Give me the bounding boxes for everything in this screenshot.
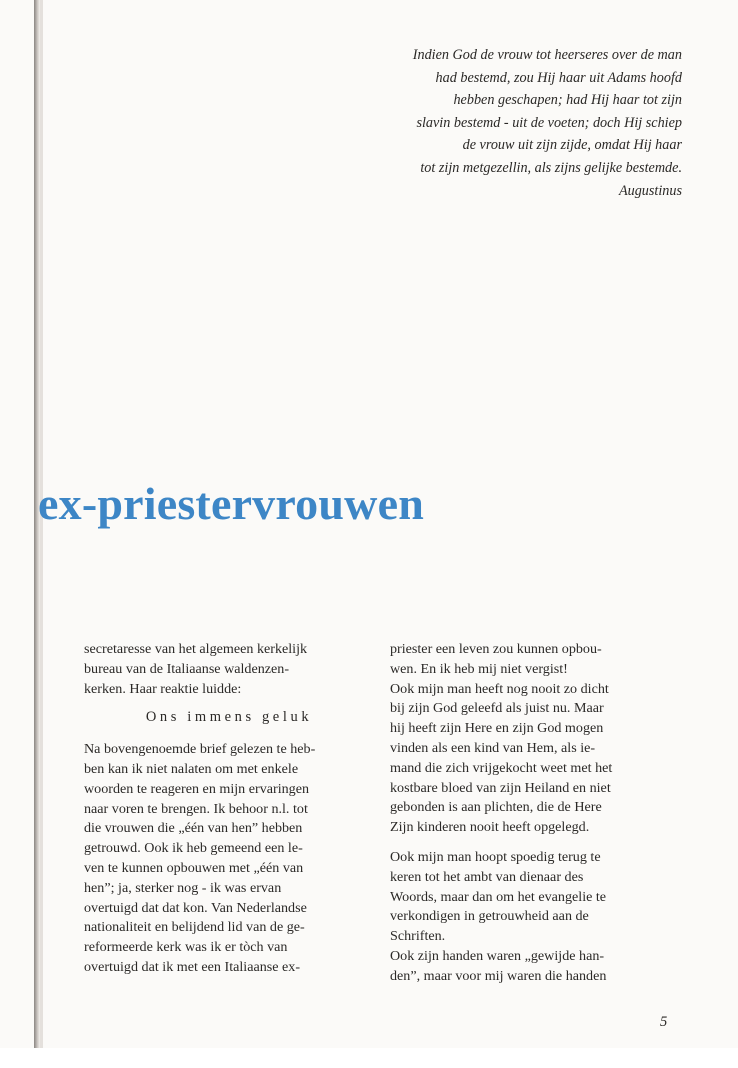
quote-line: had bestemd, zou Hij haar uit Adams hoofd <box>435 69 682 86</box>
text-line: bij zijn God geleefd als juist nu. Maar <box>390 700 604 717</box>
text-column-left <box>84 640 374 978</box>
text-line: ven te kunnen opbouwen met „één van <box>84 859 304 876</box>
text-line: keren tot het ambt van dienaar des <box>390 868 584 885</box>
text-line: den”, maar voor mij waren die handen <box>390 967 607 984</box>
text-column-right <box>390 640 680 987</box>
page-number: 5 <box>660 1014 668 1030</box>
text-line: Ook zijn handen waren „gewijde han- <box>390 947 605 964</box>
text-line: priester een leven zou kunnen opbou- <box>390 641 602 657</box>
text-line: woorden te reageren en mijn ervaringen <box>84 780 310 797</box>
quote-line: tot zijn metgezellin, als zijns gelijke bestemde. <box>420 159 682 176</box>
text-line: mand die zich vrijgekocht weet met het <box>390 759 613 776</box>
text-line: gebonden is aan plichten, die de Here <box>390 799 602 816</box>
text-line: Woords, maar dan om het evangelie te <box>390 888 607 905</box>
page-binding-shadow <box>40 0 43 1068</box>
quote-author: Augustinus <box>618 182 682 199</box>
article-headline: ex-priestervrouwen <box>38 478 424 529</box>
text-line: hen”; ja, sterker nog - ik was ervan <box>84 879 282 896</box>
scan-margin <box>0 1048 738 1068</box>
quote-line: Indien God de vrouw tot heerseres over de man <box>412 47 682 63</box>
text-line: Na bovengenoemde brief gelezen te heb- <box>84 741 316 758</box>
text-line: Schriften. <box>390 928 446 945</box>
text-line: Ook mijn man hoopt spoedig terug te <box>390 848 601 865</box>
text-line: overtuigd dat dat kon. Van Nederlandse <box>84 899 307 916</box>
text-line: wen. En ik heb mij niet vergist! <box>390 660 568 677</box>
text-line: vinden als een kind van Hem, als ie- <box>390 739 596 756</box>
text-line: reformeerde kerk was ik er tòch van <box>84 939 288 956</box>
text-line: bureau van de Italiaanse waldenzen- <box>84 660 290 677</box>
text-line: secretaresse van het algemeen kerkelijk <box>84 641 308 657</box>
text-line: Zijn kinderen nooit heeft opgelegd. <box>390 819 590 836</box>
quote-line: de vrouw uit zijn zijde, omdat Hij haar <box>462 137 682 154</box>
quote-line: slavin bestemd - uit de voeten; doch Hij schiep <box>416 114 682 131</box>
quote-line: hebben geschapen; had Hij haar tot zijn <box>453 92 682 109</box>
epigraph-quote <box>302 44 682 202</box>
text-line: kostbare bloed van zijn Heiland en niet <box>390 779 611 796</box>
text-line: hij heeft zijn Here en zijn God mogen <box>390 720 604 737</box>
text-line: Ook mijn man heeft nog nooit zo dicht <box>390 680 609 697</box>
section-subheading: Ons immens geluk <box>145 709 313 726</box>
text-line: overtuigd dat ik met een Italiaanse ex- <box>84 958 301 975</box>
text-line: verkondigen in getrouwheid aan de <box>390 908 589 925</box>
text-line: getrouwd. Ook ik heb gemeend een le- <box>84 840 303 857</box>
text-line: die vrouwen die „één van hen” hebben <box>84 820 303 837</box>
text-line: ben kan ik niet nalaten om met enkele <box>84 760 299 777</box>
text-line: naar voren te brengen. Ik behoor n.l. tot <box>84 800 308 817</box>
text-line: kerken. Haar reaktie luidde: <box>84 680 242 697</box>
paragraph-gap <box>390 838 680 848</box>
text-line: nationaliteit en belijdend lid van de ge- <box>84 919 305 936</box>
